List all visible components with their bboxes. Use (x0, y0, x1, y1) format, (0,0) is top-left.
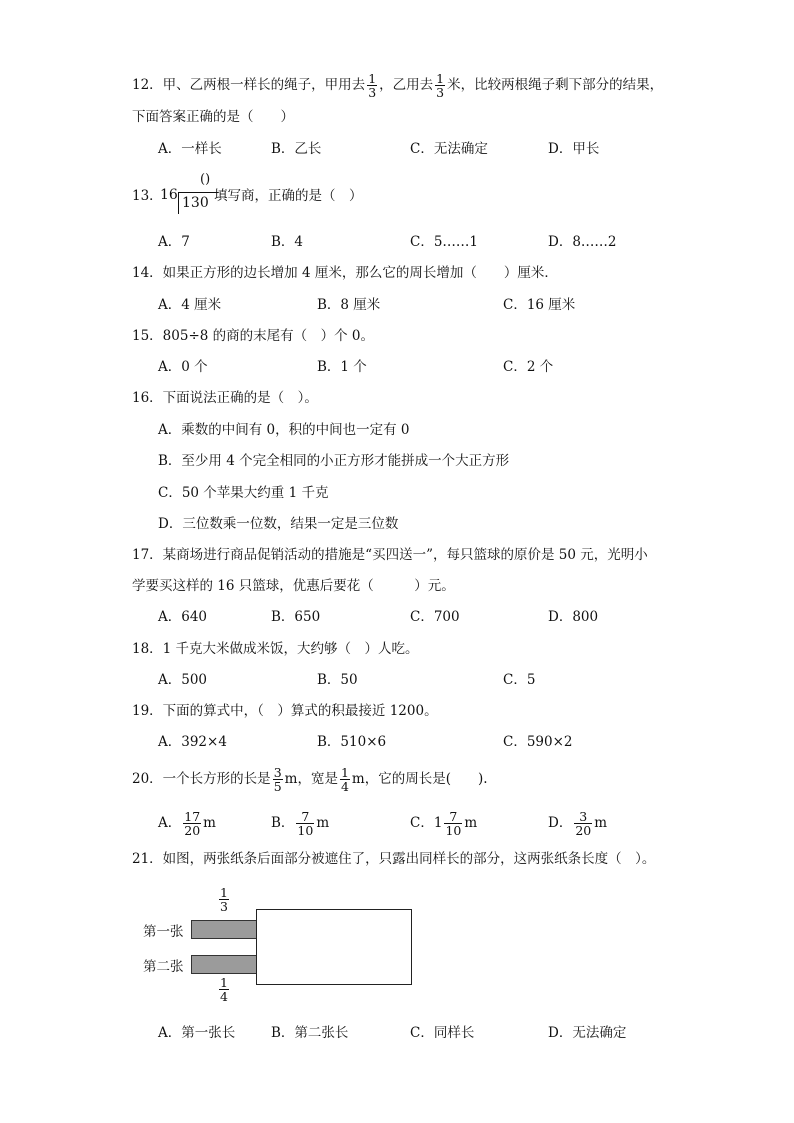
q21-option-a[interactable]: A．第一张长 (158, 1025, 236, 1041)
q12-line2: 下面答案正确的是（ ） (132, 109, 294, 125)
q16-option-d[interactable]: D．三位数乘一位数，结果一定是三位数 (158, 516, 399, 532)
q20-text-c: m，它的周长是( ). (351, 771, 488, 787)
q20-text-a: 20．一个长方形的长是 (132, 771, 271, 787)
q19-option-c[interactable]: C．590×2 (503, 734, 573, 750)
question-21: 21．如图，两张纸条后面部分被遮住了，只露出同样长的部分，这两张纸条长度（ ）。 (132, 851, 656, 867)
fraction-one-third: $\frac{1}{3}$ (220, 885, 228, 914)
q18-option-a[interactable]: A．500 (158, 672, 208, 688)
q19-option-b[interactable]: B．510×6 (317, 734, 387, 750)
question-16: 16．下面说法正确的是（ ）。 (132, 390, 318, 406)
q17-option-c[interactable]: C．700 (410, 609, 460, 625)
q16-option-c[interactable]: C．50 个苹果大约重 1 千克 (158, 485, 329, 501)
q15-option-b[interactable]: B．1 个 (317, 359, 367, 375)
q13-option-d[interactable]: D．8……2 (548, 234, 617, 250)
q12-text-a: 12．甲、乙两根一样长的绳子，甲用去 (132, 77, 366, 93)
q13-text: 填写商，正确的是（ ） (214, 188, 363, 204)
q13-option-b[interactable]: B．4 (271, 234, 304, 250)
question-15: 15．805÷8 的商的末尾有（ ）个 0。 (132, 328, 375, 344)
q13-option-c[interactable]: C．5……1 (410, 234, 479, 250)
strip-1-label: 第一张 (143, 924, 184, 940)
q12-text-c: 米，比较两根绳子剩下部分的结果， (447, 77, 664, 93)
q21-option-c[interactable]: C．同样长 (410, 1025, 475, 1041)
q13-number: 13． (132, 188, 163, 204)
q21-option-b[interactable]: B．第二张长 (271, 1025, 349, 1041)
q20-fraction-width: $\frac{1}{4}$ (340, 765, 349, 794)
q14-option-c[interactable]: C．16 厘米 (503, 297, 576, 313)
question-18: 18．1 千克大米做成米饭，大约够（ ）人吃。 (132, 641, 419, 657)
q17-option-b[interactable]: B．650 (271, 609, 321, 625)
q17-option-d[interactable]: D．800 (548, 609, 599, 625)
q21-option-d[interactable]: D．无法确定 (548, 1025, 627, 1041)
q12-text-b: ，乙用去 (379, 77, 434, 93)
q12-fraction-2: $\frac{1}{3}$ (436, 71, 445, 100)
q15-option-c[interactable]: C．2 个 (503, 359, 554, 375)
dividend: 130 (182, 195, 209, 211)
division-bracket-top (178, 192, 218, 193)
q15-option-a[interactable]: A．0 个 (158, 359, 208, 375)
q20-option-d[interactable]: D． $\frac{3}{20}$ m (548, 809, 608, 838)
q13-option-a[interactable]: A．7 (158, 234, 190, 250)
fraction-one-quarter: $\frac{1}{4}$ (220, 975, 228, 1004)
q18-option-b[interactable]: B．50 (317, 672, 358, 688)
divisor: 16 (160, 187, 178, 203)
q16-option-b[interactable]: B．至少用 4 个完全相同的小正方形才能拼成一个大正方形 (158, 453, 510, 469)
q14-option-a[interactable]: A．4 厘米 (158, 297, 222, 313)
q12-option-b[interactable]: B．乙长 (271, 141, 322, 157)
question-17-line1: 17．某商场进行商品促销活动的措施是“买四送一”，每只篮球的原价是 50 元，光明小 (132, 547, 648, 563)
q12-option-a[interactable]: A．一样长 (158, 141, 222, 157)
q20-option-a[interactable]: A． $\frac{17}{20}$ m (158, 809, 216, 838)
q12-option-d[interactable]: D．甲长 (548, 141, 600, 157)
q17-option-a[interactable]: A．640 (158, 609, 208, 625)
q18-option-c[interactable]: C．5 (503, 672, 536, 688)
quotient: () (200, 172, 211, 187)
cover-rectangle (256, 909, 412, 985)
q20-option-c[interactable]: C．1 $\frac{7}{10}$ m (410, 809, 478, 838)
strip-2-label: 第二张 (143, 959, 184, 975)
question-19: 19．下面的算式中，（ ）算式的积最接近 1200。 (132, 703, 438, 719)
q12-option-c[interactable]: C．无法确定 (410, 141, 488, 157)
q19-option-a[interactable]: A．392×4 (158, 734, 227, 750)
q14-option-b[interactable]: B．8 厘米 (317, 297, 381, 313)
strip-1 (191, 920, 259, 939)
question-12 (132, 72, 663, 99)
long-division (160, 172, 220, 216)
question-14: 14．如果正方形的边长增加 4 厘米，那么它的周长增加（ ）厘米． (132, 265, 558, 281)
strip-2 (191, 955, 259, 974)
division-bracket-vertical (178, 192, 179, 214)
q12-fraction-1: $\frac{1}{3}$ (368, 71, 377, 100)
q16-option-a[interactable]: A．乘数的中间有 0，积的中间也一定有 0 (158, 422, 410, 438)
question-20 (132, 766, 488, 793)
q20-fraction-length: $\frac{3}{5}$ (273, 765, 282, 794)
question-17-line2: 学要买这样的 16 只篮球，优惠后要花（ ）元。 (132, 578, 455, 594)
q20-text-b: m，宽是 (284, 771, 338, 787)
q20-option-b[interactable]: B． $\frac{7}{10}$ m (271, 809, 330, 838)
